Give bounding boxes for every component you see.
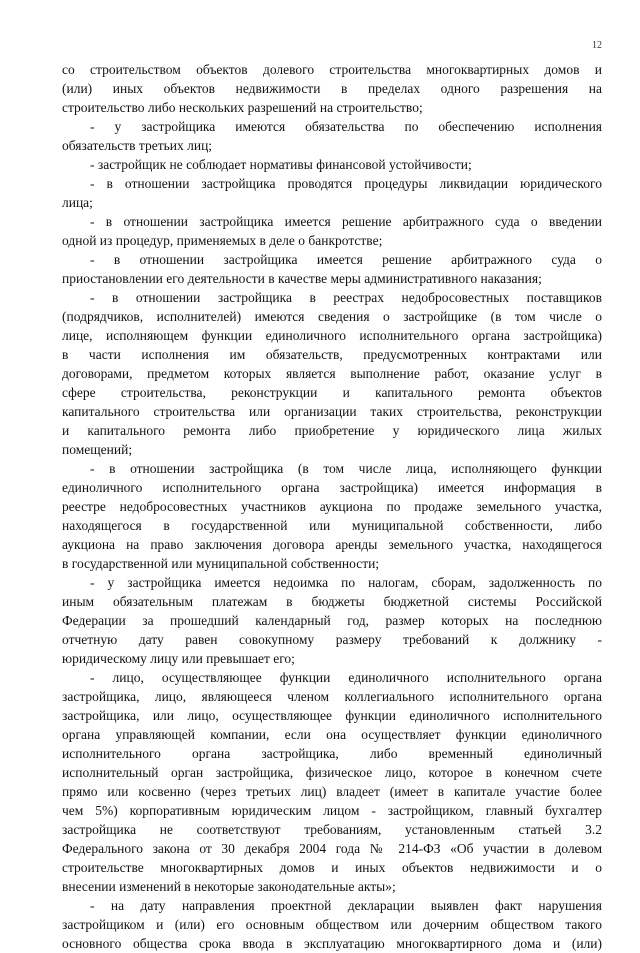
text-line: помещений; [62,442,133,457]
text-line: - у застройщика имеются обязательства по обеспечению исполнения [90,119,602,134]
text-line: строительстве многоквартирных домов и иных объектов недвижимости и о [62,860,602,875]
text-line: основного общества срока ввода в эксплуатацию многоквартирного дома и (или) [62,936,602,951]
text-line: строительство либо нескольких разрешений на строительство; [62,100,423,115]
text-line: - в отношении застройщика проводятся процедуры ликвидации юридического [90,176,602,191]
paragraph [62,212,602,250]
text-line: Федерального закона от 30 декабря 2004 года № 214-ФЗ «Об участии в долевом [62,841,602,856]
text-line: застройщика, или лицо, осуществляющее функции единоличного исполнительного [62,708,602,723]
text-line: (подрядчиков, исполнителей) имеются сведения о застройщике (в том числе о [62,309,602,324]
text-line: иным обязательным платежам в бюджеты бюджетной системы Российской [62,594,602,609]
text-line: исполнительного органа застройщика, либо временный единоличный [62,746,602,761]
text-line: в части исполнения им обязательств, предусмотренных контрактами или [62,347,602,362]
text-line: - застройщик не соблюдает нормативы финансовой устойчивости; [90,157,472,172]
paragraph [62,459,602,573]
text-line: одной из процедур, применяемых в деле о банкротстве; [62,233,383,248]
text-line: приостановлении его деятельности в качестве меры административного наказания; [62,271,542,286]
text-line: капитального строительства или организации таких строительства, реконструкции [62,404,602,419]
paragraph [62,117,602,155]
text-line: органа управляющей компании, если она осуществляет функции единоличного [62,727,602,742]
text-line: застройщика, лицо, являющееся членом коллегиального исполнительного органа [62,689,602,704]
paragraph [62,174,602,212]
text-line: - на дату направления проектной декларации выявлен факт нарушения [90,898,602,913]
text-line: договорами, предметом которых является выполнение работ, оказание услуг в [62,366,602,381]
text-line: - в отношении застройщика имеется решение арбитражного суда о введении [90,214,602,229]
paragraph [62,155,602,174]
text-line: отчетную дату равен совокупному размеру требований к должнику - [62,632,602,647]
text-line: чем 5%) корпоративным юридическим лицом - застройщиком, главный бухгалтер [62,803,602,818]
text-line: юридическому лицу или превышает его; [62,651,295,666]
paragraph [62,250,602,288]
text-line: - у застройщика имеется недоимка по налогам, сборам, задолженность по [90,575,602,590]
text-line: прямо или косвенно (через третьих лиц) владеет (имеет в капитале участие более [62,784,602,799]
text-line: - в отношении застройщика в реестрах недобросовестных поставщиков [90,290,602,305]
text-line: Федерации за прошедший календарный год, размер которых на последнюю [62,613,602,628]
text-line: и капитального ремонта либо приобретение у юридического лица жилых [62,423,602,438]
paragraph [62,60,602,117]
text-line: внесении изменений в некоторые законодательные акты»; [62,879,396,894]
text-line: единоличного исполнительного органа застройщика) имеется информация в [62,480,602,495]
text-line: находящегося в государственной или муниципальной собственности, либо [62,518,602,533]
text-line: лице, исполняющем функции единоличного исполнительного органа застройщика) [62,328,602,343]
text-line: - в отношении застройщика имеется решение арбитражного суда о [90,252,602,267]
text-line: (или) иных объектов недвижимости в пределах одного разрешения на [62,81,602,96]
text-line: застройщика не соответствуют требованиям, установленным статьей 3.2 [62,822,602,837]
text-line: в государственной или муниципальной собственности; [62,556,380,571]
paragraph [62,573,602,668]
text-line: сфере строительства, реконструкции и капитального ремонта объектов [62,385,602,400]
text-line: реестре недобросовестных участников аукциона по продаже земельного участка, [62,499,602,514]
text-line: - лицо, осуществляющее функции единоличного исполнительного органа [90,670,602,685]
paragraph [62,668,602,896]
page-number: 12 [592,40,602,51]
text-line: обязательств третьих лиц; [62,138,213,153]
text-line: исполнительный орган застройщика, физическое лицо, которое в конечном счете [62,765,602,780]
document-body [62,60,602,953]
text-line: - в отношении застройщика (в том числе лица, исполняющего функции [90,461,602,476]
paragraph [62,288,602,459]
text-line: застройщиком и (или) его основным обществом или дочерним обществом такого [62,917,602,932]
text-line: лица; [62,195,93,210]
text-line: аукциона на право заключения договора аренды земельного участка, находящегося [62,537,602,552]
text-line: со строительством объектов долевого строительства многоквартирных домов и [62,62,602,77]
